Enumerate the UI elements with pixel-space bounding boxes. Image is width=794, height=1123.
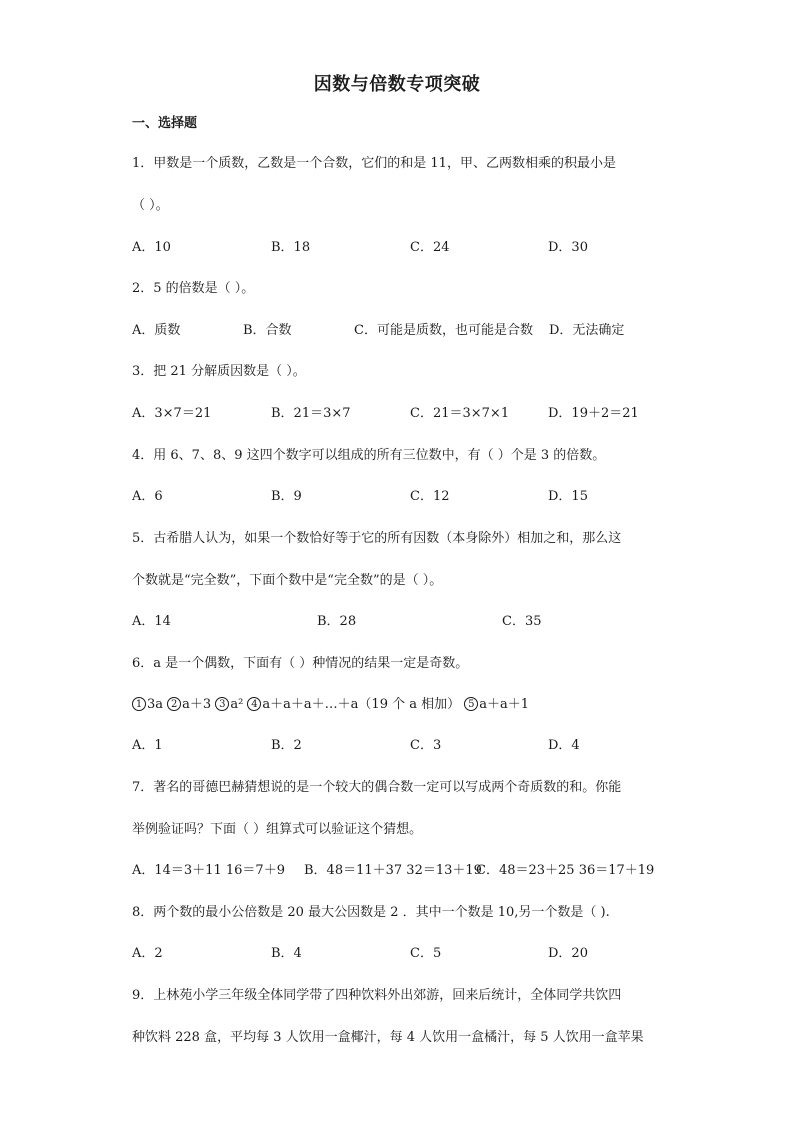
case-1: 3a (147, 697, 168, 712)
option-a[interactable]: A．14＝3＋11 16＝7＋9 (132, 863, 285, 878)
option-b[interactable]: B．4 (271, 946, 302, 961)
question-2-text: 2．5 的倍数是（ ）。 (132, 281, 255, 296)
circled-number-5: 5 (464, 697, 478, 711)
option-c[interactable]: C．21＝3×7×1 (410, 406, 510, 421)
page-title: 因数与倍数专项突破 (313, 74, 481, 95)
option-c[interactable]: C．24 (410, 240, 450, 255)
option-b[interactable]: B．2 (271, 738, 302, 753)
option-d[interactable]: D．20 (548, 946, 588, 961)
option-c[interactable]: C．可能是质数，也可能是合数 (354, 323, 533, 338)
question-4-text: 4．用 6、7、8、9 这四个数字可以组成的所有三位数中，有（ ）个是 3 的倍数。 (132, 448, 606, 463)
question-2-options (132, 321, 692, 341)
option-a[interactable]: A．1 (132, 738, 163, 753)
option-a[interactable]: A．质数 (132, 323, 181, 338)
question-7-text-cont: 举例验证吗？下面（ ）组算式可以验证这个猜想。 (132, 822, 423, 837)
option-b[interactable]: B．9 (271, 489, 302, 504)
question-3-options (132, 404, 692, 424)
option-a[interactable]: A．2 (132, 946, 163, 961)
option-d[interactable]: D．4 (548, 738, 580, 753)
option-d[interactable]: D．无法确定 (549, 323, 625, 338)
question-5-text-cont: 个数就是“完全数”，下面个数中是“完全数”的是（ ）。 (132, 573, 443, 588)
question-7-text: 7．著名的哥德巴赫猜想说的是一个较大的偶合数一定可以写成两个奇质数的和。你能 (132, 780, 622, 795)
circled-number-3: 3 (215, 697, 229, 711)
option-a[interactable]: A．10 (132, 240, 171, 255)
question-6-text: 6．a 是一个偶数，下面有（ ）种情况的结果一定是奇数。 (132, 656, 469, 671)
circled-number-4: 4 (247, 697, 261, 711)
question-8-text: 8．两个数的最小公倍数是 20 最大公因数是 2 ．其中一个数是 10,另一个数是（ ). (132, 905, 610, 920)
question-1-options (132, 238, 692, 258)
option-c[interactable]: C．48＝23＋25 36＝17＋19 (476, 863, 655, 878)
case-5: a＋a＋1 (479, 697, 530, 712)
option-b[interactable]: B．28 (317, 614, 357, 629)
case-3: a² (230, 697, 248, 712)
question-7-options (132, 861, 692, 881)
option-a[interactable]: A．3×7＝21 (132, 406, 212, 421)
option-d[interactable]: D．19＋2＝21 (548, 406, 639, 421)
option-c[interactable]: C．3 (410, 738, 442, 753)
question-1-text: 1．甲数是一个质数，乙数是一个合数，它们的和是 11，甲、乙两数相乘的积最小是 (132, 156, 616, 171)
option-c[interactable]: C．5 (410, 946, 442, 961)
option-b[interactable]: B．21＝3×7 (271, 406, 351, 421)
question-5-text: 5．古希腊人认为，如果一个数恰好等于它的所有因数（本身除外）相加之和，那么这 (132, 531, 622, 546)
circled-number-2: 2 (167, 697, 181, 711)
option-b[interactable]: B．合数 (243, 323, 292, 338)
question-1-text-cont: （ ）。 (132, 198, 169, 213)
option-a[interactable]: A．6 (132, 489, 163, 504)
case-4: a＋a＋a＋…＋a（19 个 a 相加） (262, 697, 465, 712)
question-6-cases (132, 695, 529, 715)
option-c[interactable]: C．12 (410, 489, 450, 504)
option-c[interactable]: C．35 (502, 614, 542, 629)
section-heading: 一、选择题 (132, 116, 198, 131)
option-d[interactable]: D．30 (548, 240, 588, 255)
question-4-options (132, 487, 692, 507)
question-9-text-cont: 种饮料 228 盒，平均每 3 人饮用一盒椰汁，每 4 人饮用一盒橘汁，每 5 人饮用一盒苹果 (132, 1030, 644, 1045)
option-b[interactable]: B．18 (271, 240, 311, 255)
question-8-options (132, 944, 692, 964)
question-6-options (132, 736, 692, 756)
option-d[interactable]: D．15 (548, 489, 588, 504)
option-b[interactable]: B．48＝11＋37 32＝13＋19 (304, 863, 482, 878)
question-5-options (132, 612, 692, 632)
circled-number-1: 1 (132, 697, 146, 711)
question-9-text: 9．上林苑小学三年级全体同学带了四种饮料外出郊游，回来后统计，全体同学共饮四 (132, 988, 622, 1003)
question-3-text: 3．把 21 分解质因数是（ ）。 (132, 364, 306, 379)
option-a[interactable]: A．14 (132, 614, 171, 629)
case-2: a＋3 (182, 697, 216, 712)
